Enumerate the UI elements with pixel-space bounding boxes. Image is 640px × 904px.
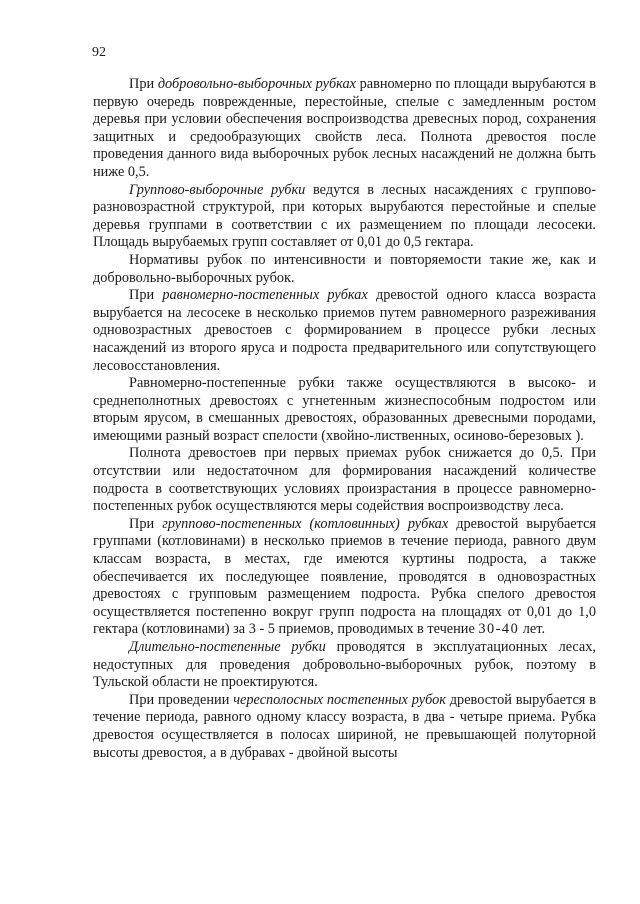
italic-term: добровольно-выборочных рубках	[157, 76, 356, 92]
body-text	[93, 76, 596, 762]
text-run: При	[129, 515, 163, 532]
paragraph	[93, 252, 596, 287]
text-run: Равномерно-постепенные рубки также осуществляются в высоко- и среднеполнотных древостоях с угнетенным жизнеспособным подростом или вторым ярусом, в смешанных древостоях, образованных древесными породами, имеющими разный возраст спелости (хвойно-лиственных, осиново-березовых ).	[93, 375, 596, 444]
italic-term: группово-постепенных (котловинных) рубках	[162, 515, 449, 532]
text-run: равномерно по площади вырубаются в первую очередь поврежденные, перестойные, спелые с замедленным ростом деревья при условии обеспечения воспроизводства древесных пород, сохранения защитных и средообразующих свойств леса. Полнота древостоя после проведения данного вида выборочных рубок лесных насаждений не должна быть ниже 0,5.	[93, 76, 596, 180]
paragraph	[93, 692, 596, 762]
text-run: лет.	[519, 621, 546, 638]
italic-term: Группово-выборочные рубки	[129, 181, 306, 198]
text-run: Полнота древостоев при первых приемах рубок снижается до 0,5. При отсутствии или недостаточном для формирования насаждений количестве подроста в соответствующих условиях произрастания в процессе равномерно-постепенных рубок осуществляются меры содействия воспроизводству леса.	[93, 445, 596, 515]
paragraph	[93, 76, 596, 182]
text-run: ведутся в лесных насаждениях с группово-разновозрастной структурой, при которых вырубаются перестойные и спелые деревья группами в соответствии с их размещением по площади лесосеки. Площадь вырубаемых групп составляет от 0,01 до 0,5 гектара.	[93, 181, 596, 251]
paragraph	[93, 445, 596, 515]
paragraph	[93, 639, 596, 692]
paragraph	[93, 182, 596, 252]
text-run: При проведении	[129, 691, 234, 708]
text-run: древостой вырубается в течение периода, равного одному классу возраста, в два - четыре приема. Рубка древостоя осуществляется в полосах шириной, не превышающей полуторной высоты древостоя, а в дубравах - двойной высоты	[93, 691, 596, 761]
text-run: проводятся в эксплуатационных лесах, недоступных для проведения добровольно-выборочных рубок, поэтому в Тульской области не проектируются.	[93, 639, 596, 691]
paragraph	[93, 287, 596, 375]
text-run: При	[129, 76, 158, 92]
page-number: 92	[92, 45, 106, 60]
paragraph	[93, 375, 596, 445]
text-run: 30-40	[478, 621, 520, 638]
italic-term: Длительно-постепенные рубки	[129, 639, 326, 655]
paragraph	[93, 516, 596, 639]
text-run: При	[129, 287, 163, 304]
italic-term: равномерно-постепенных рубках	[162, 287, 368, 304]
text-run: древостой одного класса возраста вырубается на лесосеке в несколько приемов путем равномерного разреживания одновозрастных древостоев с формированием в процессе рубки лесных насаждений из второго яруса и подроста предварительного или сопутствующего лесовосстановления.	[93, 287, 596, 374]
text-run: древостой вырубается группами (котловинами) в несколько приемов в течение периода, равного двум классам возраста, в местах, где имеются куртины подроста, а также обеспечивается их последующее появление, проводятся в одновозрастных древостоях с групповым размещением подроста. Рубка спелого древостоя осуществляется постепенно вокруг групп подроста на площадях от 0,01 до 1,0 гектара (котловинами) за 3 - 5 приемов, проводимых в течение	[93, 515, 596, 638]
text-run: Нормативы рубок по интенсивности и повторяемости такие же, как и добровольно-выборочных рубок.	[93, 251, 596, 286]
italic-term: чересполосных постепенных рубок	[233, 691, 446, 708]
